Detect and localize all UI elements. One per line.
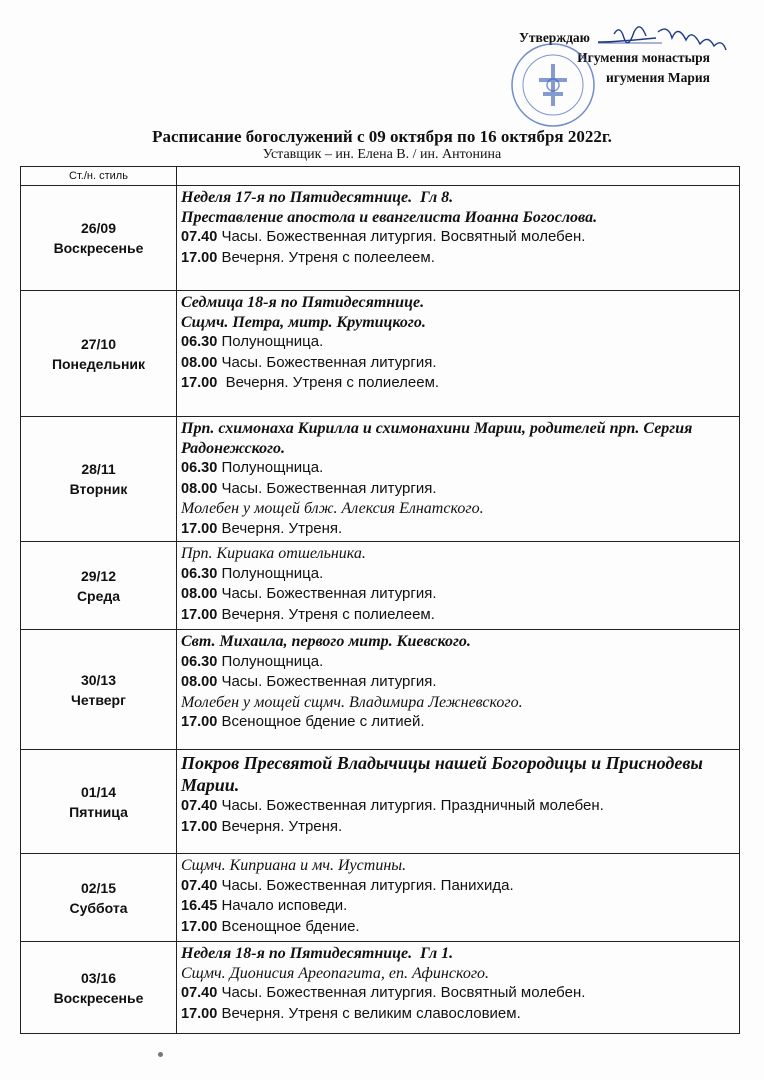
feast-title: Сщмч. Петра, митр. Крутицкого. [181,313,426,331]
service-cell [177,417,740,542]
service-time: 17.00 [181,1005,218,1022]
service-description: Вечерня. Утреня с полеелеем. [217,248,435,266]
feast-title: Неделя 18-я по Пятидесятнице. Гл 1. [181,945,454,962]
weekday: Пятница [69,803,128,820]
service-line [181,332,739,353]
saint-commemoration: Прп. Кириака отшельника. [181,545,366,562]
date-cell [21,291,177,417]
service-line [181,227,739,248]
weekday: Понедельник [51,355,146,372]
service-description: Всенощное бдение с литией. [217,713,425,730]
service-cell [177,942,740,1034]
feast-title: Прп. схимонаха Кирилла и схимонахини Марии, родителей прп. Сергия Радонежского. [181,420,697,457]
service-cell [177,542,740,630]
service-description: Часы. Божественная литургия. Панихида. [217,876,514,894]
service-time: 07.40 [181,798,218,814]
service-description: Часы. Божественная литургия. [217,585,437,602]
table-row [21,630,740,750]
service-line [181,564,739,585]
date-value: 30/13 [80,671,117,688]
weekday: Вторник [69,481,128,497]
approve-label: Утверждаю [518,30,590,45]
service-line [181,917,739,938]
service-line [181,672,739,693]
date-cell [21,942,177,1034]
service-description: Вечерня. Утреня с великим славословием. [217,1004,521,1022]
table-header-row [21,167,740,186]
service-description: Часы. Божественная литургия. Восвятный молебен. [217,228,586,245]
service-time: 07.40 [181,985,218,1001]
service-description: Полунощница. [217,333,324,350]
service-line [181,983,739,1004]
service-description: Вечерня. Утреня. [217,519,343,537]
service-description: Часы. Божественная литургия. [217,479,437,497]
service-time: 07.40 [181,229,218,245]
service-time: 17.00 [181,520,218,537]
saint-commemoration: Сщмч. Киприана и мч. Иустины. [181,857,407,874]
header-date: Ст./н. стиль [21,167,177,186]
service-description: Полунощница. [217,652,324,670]
date-cell [21,417,177,542]
date-value: 01/14 [80,783,117,800]
service-line [181,584,739,605]
service-description: Начало исповеди. [217,897,348,914]
page-title: Расписание богослужений с 09 октября по 16 октября 2022г. [152,127,612,146]
service-line [181,373,739,394]
feast-title: Преставление апостола и евангелиста Иоанна Богослова. [181,208,598,226]
table-row [21,417,740,542]
feast-title: Свт. Михаила, первого митр. Киевского. [181,633,471,650]
weekday: Среда [76,587,121,604]
header-content [177,167,740,186]
service-line [181,248,739,269]
service-time: 06.30 [181,653,218,670]
service-time: 17.00 [181,918,218,935]
service-time: 06.30 [181,334,218,350]
service-cell [177,630,740,750]
service-line [181,652,739,673]
schedule-table [20,166,740,1034]
service-line [181,605,739,626]
approver-name: игумения Мария [606,70,710,85]
service-description: Часы. Божественная литургия. Восвятный молебен. [217,984,586,1001]
signature-icon [596,20,756,60]
saint-commemoration: Сщмч. Дионисия Ареопагита, еп. Афинского. [181,964,490,982]
service-time: 07.40 [181,877,218,894]
service-cell [177,186,740,291]
service-line [181,796,739,817]
service-line [181,353,739,374]
page-subtitle: Уставщик – ин. Елена В. / ин. Антонина [262,147,502,162]
date-value: 03/16 [80,969,117,986]
service-time: 06.30 [181,565,218,582]
service-cell [177,854,740,942]
service-time: 08.00 [181,674,218,690]
date-cell [21,750,177,854]
saint-commemoration: Молебен у мощей сщмч. Владимира Лежневского. [181,693,523,711]
date-cell [21,630,177,750]
service-time: 08.00 [181,586,218,602]
service-description: Всенощное бдение. [217,917,360,935]
date-value: 28/11 [81,461,116,477]
weekday: Воскресенье [53,989,144,1006]
service-description: Вечерня. Утреня. [217,817,343,835]
service-line [181,896,739,917]
date-value: 27/10 [80,335,117,352]
table-row [21,186,740,291]
service-description: Часы. Божественная литургия. [217,353,437,371]
table-row [21,750,740,854]
service-time: 17.00 [181,818,218,835]
service-line [181,1004,739,1025]
date-cell [21,186,177,291]
weekday: Суббота [69,899,128,916]
date-cell [21,854,177,942]
service-line [181,519,739,540]
service-time: 16.45 [181,898,218,914]
feast-title: Покров Пресвятой Владычицы нашей Богородицы и Приснодевы Марии. [181,753,708,795]
date-value: 26/09 [80,220,117,236]
service-description: Вечерня. Утреня с полиелеем. [217,605,435,623]
scan-dot [158,1052,163,1057]
service-line [181,817,739,838]
service-cell [177,750,740,854]
service-time: 17.00 [181,375,218,391]
service-line [181,479,739,500]
service-time: 08.00 [181,480,218,497]
service-description: Полунощница. [217,459,324,476]
service-cell [177,291,740,417]
seal-icon [510,42,596,128]
table-row [21,542,740,630]
service-description: Часы. Божественная литургия. Праздничный молебен. [217,797,604,814]
service-description: Часы. Божественная литургия. [217,673,437,690]
service-time: 17.00 [181,714,218,730]
approver-role: Игумения монастыря [577,50,710,65]
service-line [181,876,739,897]
service-time: 08.00 [181,354,218,371]
table-row [21,942,740,1034]
service-time: 06.30 [181,460,218,476]
table-row [21,291,740,417]
service-line [181,712,739,733]
date-cell [21,542,177,630]
weekday: Воскресенье [53,240,144,256]
saint-commemoration: Молебен у мощей блж. Алексия Елнатского. [181,500,484,517]
weekday: Четверг [71,691,126,708]
date-value: 02/15 [80,879,117,896]
service-line [181,458,739,479]
service-time: 17.00 [181,606,218,623]
service-time: 17.00 [181,249,218,266]
feast-title: Седмица 18-я по Пятидесятнице. [181,294,425,311]
service-description: Полунощница. [217,564,324,582]
table-row [21,854,740,942]
date-value: 29/12 [80,567,117,584]
feast-title: Неделя 17-я по Пятидесятнице. Гл 8. [181,189,454,206]
service-description: Вечерня. Утреня с полиелеем. [217,374,440,391]
